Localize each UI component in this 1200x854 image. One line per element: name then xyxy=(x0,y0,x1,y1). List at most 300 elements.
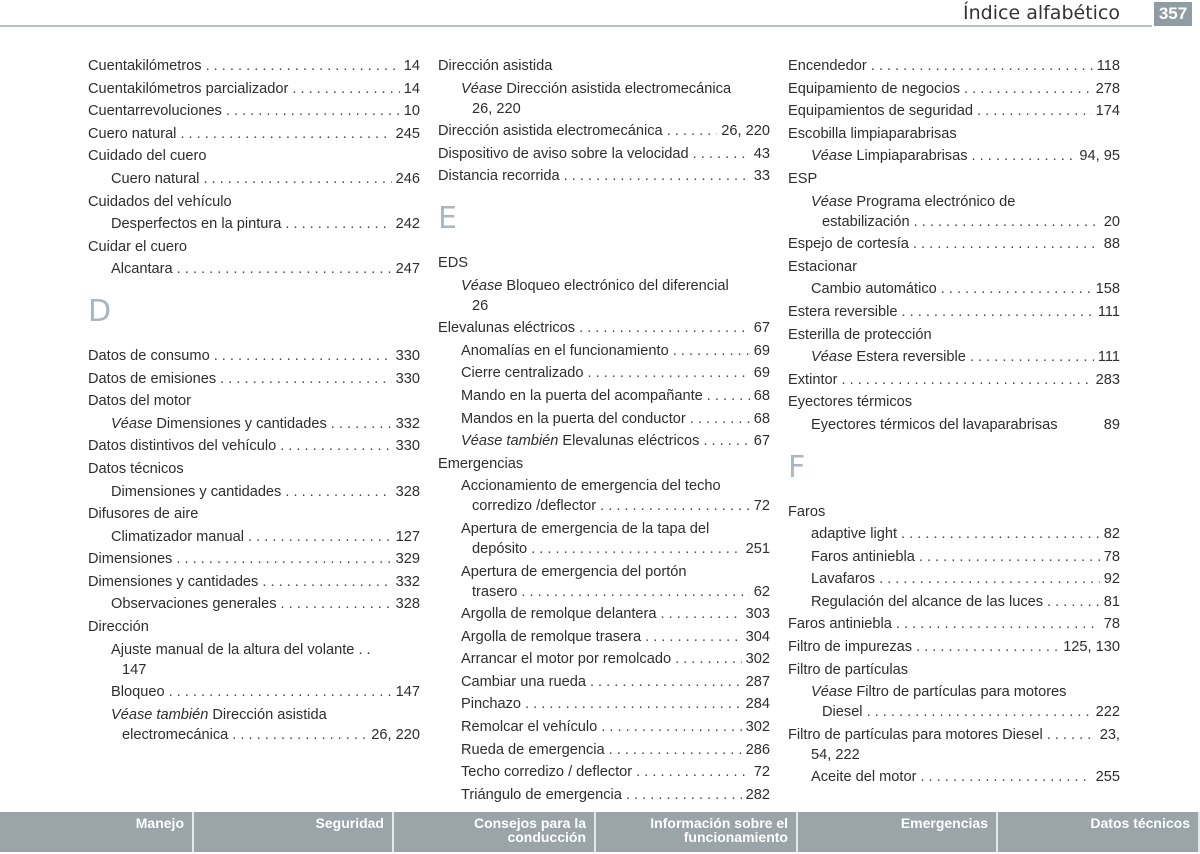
dot-leader xyxy=(601,717,741,737)
dot-leader xyxy=(280,436,391,456)
page-ref: 302 xyxy=(745,719,770,736)
index-entry xyxy=(438,562,770,602)
entry-text: Espejo de cortesía xyxy=(788,236,909,253)
index-entry xyxy=(88,436,420,456)
dot-leader xyxy=(675,649,742,669)
dot-leader xyxy=(902,302,1094,322)
entry-line xyxy=(788,767,1120,787)
entry-text: Cuero natural xyxy=(88,125,177,142)
section-tabs xyxy=(0,812,1200,852)
entry-line xyxy=(88,146,420,166)
entry-text: Cuidados del vehículo xyxy=(88,193,232,210)
page-ref: 242 xyxy=(395,216,420,233)
page-ref: 158 xyxy=(1095,281,1120,298)
dot-leader xyxy=(626,785,742,805)
page-ref: 14 xyxy=(403,80,420,97)
entry-text: Aceite del motor xyxy=(811,769,917,786)
entry-text: Escobilla limpiaparabrisas xyxy=(788,125,957,142)
page-ref: 68 xyxy=(753,410,770,427)
section-tab[interactable]: Información sobre el funcionamiento xyxy=(596,812,798,852)
entry-line xyxy=(88,640,420,660)
dot-leader xyxy=(579,318,750,338)
page-ref: 26, 220 xyxy=(721,123,770,140)
see-reference: Véase xyxy=(811,193,853,210)
entry-text: Difusores de aire xyxy=(88,506,199,523)
entry-line xyxy=(438,476,770,496)
entry-line xyxy=(438,519,770,539)
dot-leader xyxy=(285,214,391,234)
index-entry xyxy=(788,56,1120,76)
dot-leader xyxy=(972,146,1076,166)
section-tab[interactable]: Emergencias xyxy=(798,812,998,852)
index-entry xyxy=(788,325,1120,345)
see-reference: Véase xyxy=(111,415,153,432)
entry-text: ESP xyxy=(788,170,818,187)
index-entry xyxy=(88,56,420,76)
index-entry xyxy=(88,259,420,279)
entry-text: Faros antiniebla xyxy=(788,616,892,633)
index-entry xyxy=(438,121,770,141)
entry-text: Distancia recorrida xyxy=(438,168,560,185)
page-ref: 330 xyxy=(395,370,420,387)
see-reference: Véase también xyxy=(111,706,209,723)
dot-leader xyxy=(331,414,392,434)
entry-line xyxy=(788,392,1120,412)
entry-line xyxy=(88,527,420,547)
page-ref: 10 xyxy=(403,103,420,120)
dot-leader xyxy=(693,144,750,164)
entry-text: Elevalunas eléctricos xyxy=(438,320,576,337)
entry-text-cont: electromecánica xyxy=(122,726,229,743)
see-reference: Véase xyxy=(811,684,853,701)
dot-leader xyxy=(176,549,391,569)
index-entry xyxy=(788,415,1120,435)
entry-line xyxy=(88,594,420,614)
index-entry xyxy=(438,694,770,714)
page-ref: 328 xyxy=(395,483,420,500)
entry-text: Encendedor xyxy=(788,58,867,74)
entry-line xyxy=(788,415,1120,435)
index-entry xyxy=(88,237,420,257)
entry-text-cont: estabilización xyxy=(822,213,910,230)
entry-text: Estacionar xyxy=(788,258,857,275)
entry-line xyxy=(788,192,1120,212)
entry-text: Cambiar una rueda xyxy=(461,673,586,690)
index-entry xyxy=(788,257,1120,277)
entry-line xyxy=(788,637,1120,657)
index-entry xyxy=(438,519,770,559)
entry-continuation xyxy=(788,745,1120,765)
entry-text: Argolla de remolque delantera xyxy=(461,606,657,623)
index-entry xyxy=(788,146,1120,166)
index-column-2 xyxy=(438,56,770,807)
index-entry xyxy=(438,762,770,782)
entry-line xyxy=(88,459,420,479)
page-ref: 69 xyxy=(753,365,770,382)
entry-text: Cuentarrevoluciones xyxy=(88,103,222,120)
entry-line xyxy=(438,121,770,141)
dot-leader xyxy=(180,124,391,144)
entry-line xyxy=(438,144,770,164)
entry-text: Faros xyxy=(788,503,826,520)
entry-text: adaptive light xyxy=(811,526,898,543)
entry-text: Cuero natural xyxy=(111,170,200,187)
entry-text: Lavafaros xyxy=(811,571,876,588)
entry-text: Argolla de remolque trasera xyxy=(461,628,642,645)
entry-line xyxy=(88,369,420,389)
entry-line xyxy=(788,146,1120,166)
entry-line xyxy=(788,614,1120,634)
see-reference: Véase xyxy=(811,148,853,165)
page-ref: 68 xyxy=(753,387,770,404)
index-entry xyxy=(438,144,770,164)
index-entry xyxy=(788,169,1120,189)
dot-leader xyxy=(600,496,750,516)
page-ref: 33 xyxy=(753,168,770,185)
index-entry xyxy=(88,192,420,212)
dot-leader xyxy=(521,582,749,602)
entry-text: Filtro de partículas para motores xyxy=(856,684,1067,701)
entry-text: Datos del motor xyxy=(88,393,192,410)
entry-text-cont: depósito xyxy=(472,540,528,557)
dot-leader xyxy=(661,604,742,624)
entry-text: Rueda de emergencia xyxy=(461,741,605,758)
index-entry xyxy=(438,672,770,692)
index-entry xyxy=(88,617,420,637)
page-ref: 284 xyxy=(745,696,770,713)
index-entry xyxy=(88,414,420,434)
entry-line xyxy=(788,79,1120,99)
entry-text: Dirección asistida xyxy=(438,58,553,74)
index-entry xyxy=(788,682,1120,722)
dot-leader xyxy=(206,56,400,76)
entry-line xyxy=(438,409,770,429)
index-entry xyxy=(438,363,770,383)
header-rule xyxy=(0,25,1152,27)
entry-line xyxy=(438,276,770,296)
entry-continuation xyxy=(438,99,770,119)
entry-line xyxy=(438,604,770,624)
page-ref: 302 xyxy=(745,651,770,668)
page-ref: 174 xyxy=(1095,103,1120,120)
page-ref: 26, 220 xyxy=(371,726,420,743)
index-entry xyxy=(88,101,420,121)
entry-line xyxy=(88,214,420,234)
entry-text: Elevalunas eléctricos xyxy=(562,433,700,450)
index-entry xyxy=(88,572,420,592)
dot-leader xyxy=(292,79,399,99)
entry-line xyxy=(438,785,770,805)
page-ref: 94, 95 xyxy=(1079,148,1120,165)
entry-line xyxy=(788,302,1120,322)
entry-text: Cuidado del cuero xyxy=(88,148,207,165)
page-ref: 62 xyxy=(753,583,770,600)
entry-line xyxy=(88,391,420,411)
page-ref: 69 xyxy=(753,342,770,359)
dot-leader xyxy=(914,212,1100,232)
page-ref: 23, xyxy=(1099,726,1120,743)
index-entry xyxy=(788,192,1120,232)
index-entry xyxy=(788,569,1120,589)
page-ref: 286 xyxy=(745,741,770,758)
entry-line xyxy=(88,705,420,725)
entry-text: Filtro de impurezas xyxy=(788,639,913,656)
entry-text: Mandos en la puerta del conductor xyxy=(461,410,686,427)
entry-text: Cuentakilómetros xyxy=(88,58,202,74)
entry-line xyxy=(438,762,770,782)
entry-text: Cambio automático xyxy=(811,281,937,298)
page-ref: 127 xyxy=(395,528,420,545)
index-entry xyxy=(88,369,420,389)
index-entry xyxy=(788,767,1120,787)
entry-text: Equipamientos de seguridad xyxy=(788,103,973,120)
index-column-1 xyxy=(88,56,420,747)
entry-text: Regulación del alcance de las luces xyxy=(811,593,1044,610)
dot-leader xyxy=(841,370,1091,390)
entry-text: Extintor xyxy=(788,371,838,388)
index-entry xyxy=(88,79,420,99)
entry-text: Estera reversible xyxy=(788,303,898,320)
index-entry xyxy=(438,785,770,805)
entry-continuation xyxy=(438,539,770,559)
index-entry xyxy=(438,386,770,406)
dot-leader xyxy=(941,279,1092,299)
index-entry xyxy=(88,482,420,502)
entry-text: Equipamiento de negocios xyxy=(788,80,961,97)
entry-line xyxy=(88,101,420,121)
page-ref: 330 xyxy=(395,438,420,455)
index-entry xyxy=(88,527,420,547)
entry-line xyxy=(88,504,420,524)
dot-leader xyxy=(879,569,1100,589)
dot-leader xyxy=(214,346,392,366)
page-ref: 72 xyxy=(753,498,770,515)
index-entry xyxy=(88,146,420,166)
dot-leader xyxy=(262,572,391,592)
entry-line xyxy=(788,682,1120,702)
page-ref: 147 xyxy=(395,684,420,701)
index-entry xyxy=(88,640,420,680)
index-entry xyxy=(438,276,770,316)
entry-continuation xyxy=(438,582,770,602)
page-ref: 111 xyxy=(1097,303,1120,320)
entry-line xyxy=(438,341,770,361)
page-title: Índice alfabético xyxy=(963,2,1120,24)
entry-line xyxy=(438,740,770,760)
dot-leader xyxy=(919,547,1100,567)
entry-text: Arrancar el motor por remolcado xyxy=(461,651,672,668)
index-entry xyxy=(438,454,770,474)
entry-continuation xyxy=(88,725,420,745)
dot-leader xyxy=(232,725,367,745)
section-letter: E xyxy=(438,200,457,236)
entry-line xyxy=(438,694,770,714)
page-ref: 81 xyxy=(1103,593,1120,610)
entry-line xyxy=(438,79,770,99)
index-entry xyxy=(438,604,770,624)
entry-text: Dimensiones y cantidades xyxy=(88,573,259,590)
index-entry xyxy=(788,725,1120,765)
dot-leader xyxy=(673,341,750,361)
dot-leader xyxy=(916,637,1059,657)
index-entry xyxy=(88,594,420,614)
entry-text: Cierre centralizado xyxy=(461,365,584,382)
dot-leader xyxy=(707,386,750,406)
section-tab[interactable]: Consejos para la conducción xyxy=(394,812,596,852)
entry-text: EDS xyxy=(438,254,469,271)
dot-leader xyxy=(645,627,742,647)
page-ref: 14 xyxy=(403,58,420,74)
dot-leader xyxy=(281,594,392,614)
dot-leader xyxy=(977,101,1092,121)
entry-line xyxy=(438,454,770,474)
entry-text: Anomalías en el funcionamiento xyxy=(461,342,669,359)
entry-text: Alcantara xyxy=(111,261,173,278)
see-reference: Véase xyxy=(461,277,503,294)
entry-text: Estera reversible xyxy=(856,349,966,366)
index-entry xyxy=(438,476,770,516)
entry-text: Programa electrónico de xyxy=(856,193,1016,210)
entry-line xyxy=(788,502,1120,522)
entry-line xyxy=(788,101,1120,121)
entry-text-cont: trasero xyxy=(472,583,518,600)
entry-line xyxy=(438,717,770,737)
entry-line xyxy=(438,56,770,76)
dot-leader xyxy=(525,694,742,714)
entry-line xyxy=(88,192,420,212)
entry-line xyxy=(438,253,770,273)
entry-line xyxy=(438,627,770,647)
index-entry xyxy=(788,234,1120,254)
index-entry xyxy=(438,649,770,669)
page-number: 357 xyxy=(1154,2,1192,26)
entry-line xyxy=(788,524,1120,544)
page-ref: 118 xyxy=(1096,58,1120,74)
index-entry xyxy=(788,279,1120,299)
entry-text-cont: 26, 220 xyxy=(472,100,521,117)
entry-line xyxy=(788,169,1120,189)
entry-text: Triángulo de emergencia xyxy=(461,786,622,803)
entry-text: Datos técnicos xyxy=(88,460,184,477)
entry-line xyxy=(438,363,770,383)
page-ref: 245 xyxy=(395,125,420,142)
page-ref: 332 xyxy=(395,573,420,590)
entry-text: Esterilla de protección xyxy=(788,326,932,343)
dot-leader xyxy=(1047,725,1096,745)
dot-leader xyxy=(531,539,741,559)
section-tab[interactable]: Seguridad xyxy=(194,812,394,852)
entry-text: Cuidar el cuero xyxy=(88,238,187,255)
page-ref: 328 xyxy=(395,596,420,613)
entry-line xyxy=(788,325,1120,345)
dot-leader xyxy=(587,363,749,383)
entry-text: Bloqueo electrónico del diferencial xyxy=(506,277,729,294)
entry-line xyxy=(788,370,1120,390)
entry-line xyxy=(88,346,420,366)
index-entry xyxy=(438,409,770,429)
dot-leader xyxy=(169,682,392,702)
entry-line xyxy=(788,592,1120,612)
page-ref: 78 xyxy=(1103,616,1120,633)
page-ref: 111 xyxy=(1097,349,1120,366)
page-ref: 287 xyxy=(745,673,770,690)
entry-line xyxy=(88,436,420,456)
entry-line xyxy=(88,572,420,592)
section-letter: F xyxy=(788,449,806,485)
entry-text: Filtro de partículas para motores Diesel xyxy=(788,726,1043,743)
entry-line xyxy=(88,169,420,189)
page-ref: 43 xyxy=(753,145,770,162)
entry-line xyxy=(438,431,770,451)
index-entry xyxy=(788,302,1120,322)
see-reference: Véase xyxy=(461,80,503,97)
entry-line xyxy=(88,482,420,502)
index-entry xyxy=(438,253,770,273)
page-ref: 67 xyxy=(753,320,770,337)
entry-text: Dirección asistida xyxy=(212,706,327,723)
dot-leader xyxy=(690,409,750,429)
index-entry xyxy=(438,717,770,737)
index-entry xyxy=(788,502,1120,522)
page-ref: 282 xyxy=(745,786,770,803)
entry-line xyxy=(88,259,420,279)
entry-line xyxy=(88,682,420,702)
entry-text: Remolcar el vehículo xyxy=(461,719,598,736)
entry-line xyxy=(788,569,1120,589)
entry-line xyxy=(788,279,1120,299)
page-ref: 303 xyxy=(745,606,770,623)
entry-text: Dirección asistida electromecánica xyxy=(438,123,663,140)
index-entry xyxy=(88,124,420,144)
page-ref: 125, 130 xyxy=(1063,639,1120,656)
entry-text: Limpiaparabrisas xyxy=(856,148,968,165)
entry-text: Filtro de partículas xyxy=(788,661,909,678)
dot-leader xyxy=(867,702,1092,722)
page-ref: 82 xyxy=(1103,526,1120,543)
entry-line xyxy=(88,414,420,434)
index-entry xyxy=(88,682,420,702)
index-entry xyxy=(788,370,1120,390)
section-tab[interactable]: Datos técnicos xyxy=(998,812,1200,852)
dot-leader xyxy=(285,482,391,502)
entry-line xyxy=(88,56,420,76)
page-ref: 78 xyxy=(1103,548,1120,565)
entry-line xyxy=(788,347,1120,367)
page-ref: 329 xyxy=(395,551,420,568)
dot-leader xyxy=(913,234,1100,254)
entry-continuation xyxy=(788,212,1120,232)
section-tab[interactable]: Manejo xyxy=(0,812,194,852)
page-ref: 283 xyxy=(1095,371,1120,388)
index-entry xyxy=(438,166,770,186)
entry-text-cont: 147 xyxy=(122,661,147,678)
page-ref: 246 xyxy=(395,170,420,187)
entry-text: Eyectores térmicos xyxy=(788,394,913,411)
dot-leader xyxy=(667,121,718,141)
entry-line xyxy=(88,617,420,637)
entry-text: Climatizador manual xyxy=(111,528,245,545)
dot-leader xyxy=(248,527,392,547)
index-entry xyxy=(88,549,420,569)
dot-leader xyxy=(1047,592,1100,612)
entry-text: Desperfectos en la pintura xyxy=(111,216,282,233)
entry-continuation xyxy=(788,702,1120,722)
entry-text: Apertura de emergencia de la tapa del xyxy=(461,520,710,537)
entry-text: Apertura de emergencia del portón xyxy=(461,563,687,580)
entry-text: Observaciones generales xyxy=(111,596,277,613)
entry-text: Mando en la puerta del acompañante xyxy=(461,387,703,404)
entry-text: Eyectores térmicos del lavaparabrisas xyxy=(811,416,1058,433)
